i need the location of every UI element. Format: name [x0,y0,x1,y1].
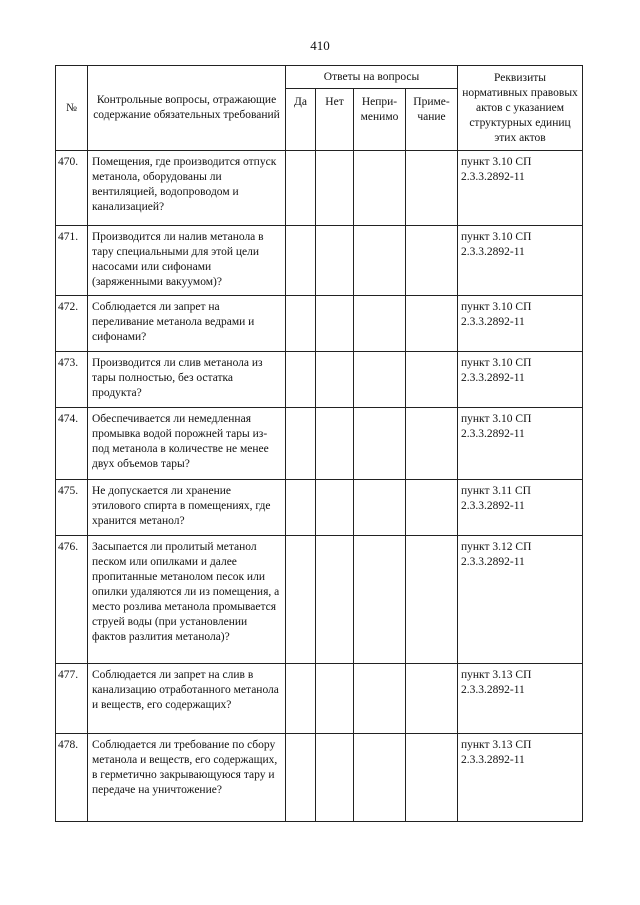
cell-yes [286,151,316,226]
row-number: 475. [56,480,88,536]
cell-no [316,734,354,822]
header-note: Приме-чание [406,89,458,151]
row-requisite: пункт 3.12 СП 2.3.3.2892-11 [458,536,583,664]
cell-no [316,352,354,408]
requirements-table [55,65,583,822]
row-requisite: пункт 3.13 СП 2.3.3.2892-11 [458,734,583,822]
header-requisites: Реквизиты нормативных правовых актов с указанием структурных единиц этих актов [458,66,583,151]
cell-no [316,296,354,352]
header-number: № [56,66,88,151]
table-row [56,296,583,352]
row-number: 470. [56,151,88,226]
cell-yes [286,352,316,408]
table-row [56,480,583,536]
row-question: Соблюдается ли требование по сбору метанола и веществ, его содержащих, в герметично закрывающуюся тару и передаче на уничтожение? [88,734,286,822]
cell-not-applicable [354,296,406,352]
row-requisite: пункт 3.10 СП 2.3.3.2892-11 [458,151,583,226]
row-question: Соблюдается ли запрет на слив в канализацию отработанного метанола и веществ, его содержащих? [88,664,286,734]
table-row [56,664,583,734]
row-number: 474. [56,408,88,480]
row-question: Засыпается ли пролитый метанол песком или опилками и далее пропитанные метанолом песок или опилки удаляются ли из помещения, а место розлива метанола промывается струей воды (при установлении фактов разлития метанола)? [88,536,286,664]
cell-yes [286,480,316,536]
cell-note [406,296,458,352]
row-requisite: пункт 3.10 СП 2.3.3.2892-11 [458,352,583,408]
row-question: Помещения, где производится отпуск метанола, оборудованы ли вентиляцией, водопроводом и канализацией? [88,151,286,226]
row-question: Производится ли налив метанола в тару специальными для этой цели насосами или сифонами (заряженными вакуумом)? [88,226,286,296]
header-yes: Да [286,89,316,151]
cell-yes [286,226,316,296]
cell-not-applicable [354,664,406,734]
cell-no [316,151,354,226]
row-number: 472. [56,296,88,352]
cell-no [316,664,354,734]
row-question: Производится ли слив метанола из тары полностью, без остатка продукта? [88,352,286,408]
cell-no [316,226,354,296]
header-no: Нет [316,89,354,151]
table-row [56,734,583,822]
cell-yes [286,536,316,664]
cell-not-applicable [354,352,406,408]
cell-not-applicable [354,151,406,226]
cell-yes [286,296,316,352]
cell-note [406,352,458,408]
cell-note [406,536,458,664]
row-requisite: пункт 3.10 СП 2.3.3.2892-11 [458,296,583,352]
row-number: 477. [56,664,88,734]
row-question: Соблюдается ли запрет на переливание метанола ведрами и сифонами? [88,296,286,352]
cell-not-applicable [354,226,406,296]
table-row [56,226,583,296]
cell-yes [286,734,316,822]
table-row [56,151,583,226]
cell-not-applicable [354,734,406,822]
row-number: 473. [56,352,88,408]
cell-note [406,664,458,734]
cell-not-applicable [354,536,406,664]
row-number: 471. [56,226,88,296]
row-requisite: пункт 3.11 СП 2.3.3.2892-11 [458,480,583,536]
cell-note [406,734,458,822]
cell-no [316,536,354,664]
cell-note [406,408,458,480]
table-row [56,408,583,480]
header-question: Контрольные вопросы, отражающие содержание обязательных требований [88,66,286,151]
page-number: 410 [310,38,330,53]
row-question: Обеспечивается ли немедленная промывка водой порожней тары из-под метанола в количестве не менее двух объемов тары? [88,408,286,480]
cell-not-applicable [354,408,406,480]
header-not-applicable: Непри-менимо [354,89,406,151]
cell-yes [286,408,316,480]
cell-note [406,151,458,226]
cell-no [316,408,354,480]
row-requisite: пункт 3.10 СП 2.3.3.2892-11 [458,226,583,296]
cell-note [406,480,458,536]
table-header [56,66,583,151]
table-row [56,536,583,664]
header-answers: Ответы на вопросы [286,66,458,89]
cell-no [316,480,354,536]
cell-note [406,226,458,296]
cell-yes [286,664,316,734]
row-requisite: пункт 3.10 СП 2.3.3.2892-11 [458,408,583,480]
row-requisite: пункт 3.13 СП 2.3.3.2892-11 [458,664,583,734]
row-number: 478. [56,734,88,822]
row-number: 476. [56,536,88,664]
table-body [56,151,583,822]
cell-not-applicable [354,480,406,536]
table-row [56,352,583,408]
row-question: Не допускается ли хранение этилового спирта в помещениях, где хранится метанол? [88,480,286,536]
